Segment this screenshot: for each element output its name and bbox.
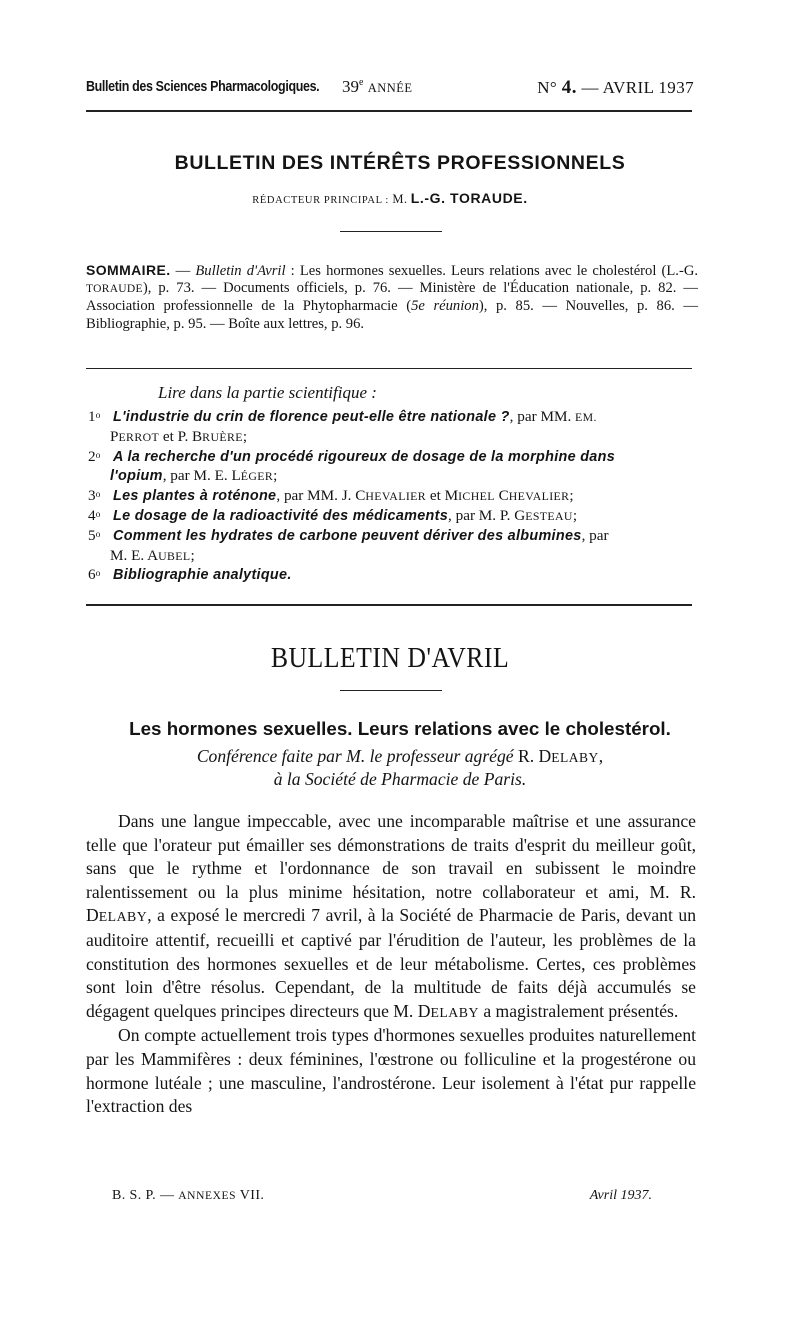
divider: [86, 604, 692, 606]
volume-year: 39e ANNÉE: [342, 77, 413, 96]
list-item: PERROT et P. BRUÈRE;: [110, 427, 248, 445]
list-item: 1$^o$ L'industrie du crin de florence peut-elle être nationale ?, par MM. EM.: [88, 408, 597, 425]
article-body: [86, 810, 696, 1119]
main-title: BULLETIN D'AVRIL: [270, 643, 510, 674]
list-item: 3$^o$ Les plantes à roténone, par MM. J. CHEVALIER et MICHEL CHEVALIER;: [88, 487, 574, 505]
paragraph: On compte actuellement trois types d'hormones sexuelles produites naturellement par les Mammifères : deux féminines, l'œstrone ou folliculine et la progestérone ou hormone lutéale ; une masculine, l'androstérone. Leur isolement à l'état pur rappelle l'extraction des: [86, 1025, 696, 1117]
contents-list: [88, 407, 698, 585]
section-title: BULLETIN DES INTÉRÊTS PROFESSIONNELS: [174, 152, 626, 174]
footer-date: Avril 1937.: [589, 1188, 652, 1203]
list-item: 4$^o$ Le dosage de la radioactivité des médicaments, par M. P. GESTEAU;: [88, 506, 578, 524]
article-title: Les hormones sexuelles. Leurs relations avec le cholestérol.: [129, 718, 671, 739]
editor-line: RÉDACTEUR PRINCIPAL : M. L.-G. TORAUDE.: [252, 190, 528, 206]
paragraph: Dans une langue impeccable, avec une incomparable maîtrise et une assurance telle que l'orateur put émailler ses démonstrations de traits d'esprit du meilleur goût, sans que le rythme et l'ordonnance de son travail en subissent le moindre ralentissement ou la plus minime hésitation, notre collaborateur et ami, M. R. DELABY, a exposé le mercredi 7 avril, à la Société de Pharmacie de Paris, devant un auditoire attentif, recueilli et captivé par l'érudition de l'auteur, les problèmes de la constitution des hormones sexuelles et de leur métabolisme. Certes, ces problèmes sont loin d'être résolus. Cependant, de la multitude de faits déjà accumulés se dégagent quelques principes directeurs que M. DELABY a magistralement présentés.: [86, 811, 696, 1021]
divider: [86, 368, 692, 369]
header-rule: [86, 110, 692, 112]
divider: [340, 231, 442, 232]
divider: [340, 690, 442, 691]
list-item: M. E. AUBEL;: [110, 546, 195, 564]
contents-heading: Lire dans la partie scientifique :: [158, 383, 377, 402]
list-item: 2$^o$ A la recherche d'un procédé rigoureux de dosage de la morphine dans: [88, 447, 615, 465]
article-subtitle: Conférence faite par M. le professeur agrégé R. DELABY,: [196, 746, 604, 766]
list-item: l'opium, par M. E. LÉGER;: [110, 467, 278, 485]
list-item: 5$^o$ Comment les hydrates de carbone peuvent dériver des albumines, par: [88, 526, 609, 544]
list-item: 6$^o$ Bibliographie analytique.: [88, 566, 292, 584]
article-venue: à la Société de Pharmacie de Paris.: [273, 769, 527, 789]
page-footer: [112, 1188, 652, 1208]
summary-block: SOMMAIRE. — Bulletin d'Avril : Les hormones sexuelles. Leurs relations avec le cholestérol (L.-G. TORAUDE), p. 73. — Documents officiels, p. 76. — Ministère de l'Éducation nationale, p. 82. — Association professionnelle de la Phytopharmacie (5e réunion), p. 85. — Nouvelles, p. 86. — Bibliographie, p. 95. — Boîte aux lettres, p. 96.: [86, 262, 699, 332]
footer-reference: B. S. P. — ANNEXES VII.: [112, 1188, 265, 1203]
journal-name: Bulletin des Sciences Pharmacologiques.: [86, 79, 320, 95]
running-head: [86, 77, 694, 103]
issue-number: N° 4. — AVRIL 1937: [537, 77, 694, 98]
